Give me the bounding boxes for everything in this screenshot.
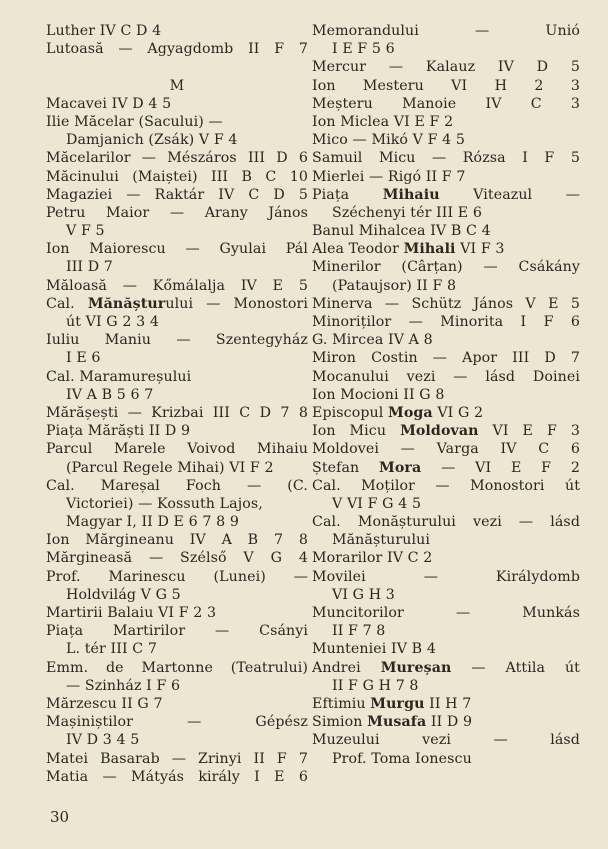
line-text: III D 7 [66,259,113,276]
line-text: Mocanului vezi — lásd Doinei [312,368,580,385]
line-text: Parcul Marele Voivod Mihaiu [46,441,308,458]
street-index-line [46,459,308,477]
left-column [46,22,308,786]
street-index-line [46,368,308,386]
line-text: Eftimiu [312,695,371,712]
street-index-line [46,204,308,222]
street-name-bold: Moga [388,404,433,421]
street-index-line [312,731,580,749]
street-index-line [312,131,580,149]
street-index-line [46,659,308,677]
line-text: IV A B 5 6 7 [66,386,154,403]
line-text: Măcinului (Maiștei) III B C 10 [46,168,308,185]
line-text: Mărgineasă — Szélső V G 4 [46,550,308,567]
line-text: VI G H 3 [332,586,395,603]
line-text: Ion Mesteru VI H 2 3 [312,77,580,94]
street-index-line [46,404,308,422]
street-index-line [46,513,308,531]
line-text: Alea Teodor [312,241,404,258]
line-text: Ion Micu [312,423,401,440]
right-column [312,22,580,768]
street-index-line [312,677,580,695]
line-text: Movilei — Királydomb [312,568,580,585]
line-text: M [169,77,185,94]
street-index-line [312,404,580,422]
street-index-line [46,313,308,331]
street-index-line [312,186,580,204]
street-index-line [46,22,308,40]
line-text: Ion Maiorescu — Gyulai Pál [46,241,308,258]
street-index-line [46,168,308,186]
section-letter [46,77,308,95]
line-text: Matia — Mátyás király I E 6 [46,768,308,785]
street-index-line [312,440,580,458]
street-index-line [46,495,308,513]
line-text: (Parcul Regele Mihai) VI F 2 [66,459,274,476]
street-index-line [46,549,308,567]
line-text: Mărășești — Krizbai III C D 7 8 [46,404,308,421]
street-index-line [46,422,308,440]
street-index-line [46,477,308,495]
street-index-line [46,186,308,204]
street-index-line [312,349,580,367]
street-index-line [312,22,580,40]
street-index-line [312,368,580,386]
line-text: I E 6 [66,350,101,367]
street-index-line [312,258,580,276]
line-text: Victoriei) — Kossuth Lajos, [66,495,263,512]
line-text: V VI F G 4 5 [332,495,422,512]
line-text: Lutoasă — Agyagdomb II F 7 [46,41,308,58]
street-name-bold: Mihali [403,241,456,258]
street-index-line [46,531,308,549]
line-text: út VI G 2 3 4 [66,314,159,330]
street-index-line [46,713,308,731]
street-index-line [46,386,308,404]
line-text: II F 7 8 [332,623,386,640]
street-index-line [312,149,580,167]
street-index-line [46,40,308,58]
street-index-line [46,131,308,149]
line-text: Meșteru Manoie IV C 3 [312,95,580,112]
line-text: — VI E F 2 [421,459,580,476]
line-text: Andrei [312,659,381,676]
street-index-line [312,622,580,640]
line-text: II H 7 [424,695,472,712]
street-index-line [312,204,580,222]
street-index-line [46,768,308,786]
street-index-line [312,331,580,349]
line-text: II D 9 [426,714,473,731]
street-index-line [312,513,580,531]
line-text: Magaziei — Raktár IV C D 5 [46,186,308,203]
line-text: Iuliu Maniu — Szentegyház [46,332,308,349]
line-text: Ștefan [312,459,380,476]
street-index-line [46,349,308,367]
street-index-line [312,477,580,495]
street-index-line [312,713,580,731]
line-text: Măloasă — Kőmálalja IV E 5 [46,277,308,294]
street-index-line [312,568,580,586]
line-text: Széchenyi tér III E 6 [332,204,482,221]
line-text: Emm. de Martonne (Teatrului) [46,659,308,676]
line-text: — Attila út [451,659,580,676]
street-index-line [312,168,580,186]
street-index-line [312,640,580,658]
street-index-line [312,695,580,713]
line-text: Episcopul [312,404,389,421]
street-index-line [46,258,308,276]
street-name-bold: Moldovan [400,423,479,440]
street-index-line [46,750,308,768]
street-index-line [46,695,308,713]
street-index-line [46,95,308,113]
street-index-line [312,40,580,58]
street-index-line [46,277,308,295]
line-text: Simion [312,714,368,731]
line-text: L. tér III C 7 [66,641,157,658]
street-name-bold: Mihaiu [382,186,440,203]
street-name-bold: Mureșan [380,659,452,676]
line-text: Minerilor (Cârțan) — Csákány [312,259,580,276]
line-text: Minoriților — Minorita I F 6 [312,314,580,330]
line-text: Cal. Moților — Monostori út [312,477,580,494]
line-text: Viteazul — [439,186,580,203]
line-text: Ion Miclea VI E F 2 [312,113,454,130]
line-text: Mercur — Kalauz IV D 5 [312,59,580,76]
street-index-line [312,531,580,549]
line-text: G. Mircea IV A 8 [312,332,433,349]
line-text: Piața [312,186,383,203]
line-text: Ilie Măcelar (Sacului) — [46,113,223,130]
line-text: Holdvilág V G 5 [66,586,181,603]
line-text: VI G 2 [432,404,484,421]
street-name-bold: Murgu [370,695,425,712]
line-text: Matei Basarab — Zrinyi II F 7 [46,750,308,767]
line-text: Cal. Mareșal Foch — (C. [46,477,308,494]
street-index-line [46,604,308,622]
line-text: VI E F 3 [478,423,580,440]
page-number: 30 [50,808,70,826]
street-index-line [46,568,308,586]
line-text: Cal. Maramureșului [46,368,192,385]
street-index-line [46,440,308,458]
street-index-line [312,604,580,622]
street-index-line [312,313,580,331]
line-text: Cal. Monășturului vezi — lásd [312,514,580,531]
street-index-line [46,295,308,313]
street-index-line [312,386,580,404]
line-text: — Szinház I F 6 [66,677,181,694]
line-text: Morarilor IV C 2 [312,550,433,567]
line-text: Magyar I, II D E 6 7 8 9 [66,514,239,531]
line-text: Damjanich (Zsák) V F 4 [66,132,238,149]
line-text: Miron Costin — Apor III D 7 [312,350,580,367]
street-index-line [46,731,308,749]
line-text: Mierlei — Rigó II F 7 [312,168,466,185]
street-index-line [312,113,580,131]
street-index-line [312,586,580,604]
line-text: II F G H 7 8 [332,677,419,694]
street-index-line [312,495,580,513]
line-text: Muzeului vezi — lásd [312,732,580,749]
street-index-line [46,149,308,167]
line-text: Minerva — Schütz János V E 5 [312,295,580,312]
line-text: Memorandului — Unió [312,23,580,39]
street-index-line [312,659,580,677]
street-index-line [46,677,308,695]
line-text: V F 5 [66,223,105,240]
line-text: I E F 5 6 [332,41,395,58]
line-text: Luther IV C D 4 [46,23,162,39]
street-index-line [312,222,580,240]
line-text: Prof. Marinescu (Lunei) — [46,568,308,585]
street-index-line [46,640,308,658]
section-spacer [46,58,308,76]
street-index-line [312,549,580,567]
line-text: Cal. [46,295,88,312]
line-text: Măcelarilor — Mészáros III D 6 [46,150,308,167]
line-text: Moldovei — Varga IV C 6 [312,441,580,458]
street-index-line [312,58,580,76]
street-index-line [312,77,580,95]
line-text: Prof. Toma Ionescu [332,750,472,767]
line-text: Ion Mărgineanu IV A B 7 8 [46,532,308,549]
line-text: Mănășturului [332,532,431,549]
street-name-bold: Mănăștur [87,295,166,312]
line-text: VI F 3 [455,241,505,258]
street-index-line [312,750,580,768]
line-text: Martirii Balaiu VI F 2 3 [46,605,217,621]
line-text: (Pataujsor) II F 8 [332,277,457,294]
street-index-line [46,222,308,240]
street-index-line [46,586,308,604]
street-index-line [46,240,308,258]
street-index-line [46,622,308,640]
line-text: ului — Monostori [165,295,308,312]
line-text: Banul Mihalcea IV B C 4 [312,223,491,240]
street-index-line [312,422,580,440]
street-index-line [312,240,580,258]
line-text: Macavei IV D 4 5 [46,95,172,112]
street-index-line [46,113,308,131]
line-text: Ion Mocioni II G 8 [312,386,445,403]
line-text: Petru Maior — Arany János [46,204,308,221]
line-text: Mico — Mikó V F 4 5 [312,132,466,149]
line-text: Piața Mărăști II D 9 [46,423,191,440]
line-text: Piața Martirilor — Csányi [46,623,308,640]
line-text: Mărzescu II G 7 [46,695,163,712]
street-index-line [46,331,308,349]
street-name-bold: Mora [379,459,422,476]
line-text: Munteniei IV B 4 [312,641,436,658]
street-index-line [312,459,580,477]
line-text: Samuil Micu — Rózsa I F 5 [312,150,580,167]
line-text: Muncitorilor — Munkás [312,605,580,621]
street-name-bold: Musafa [367,714,427,731]
street-index-line [312,277,580,295]
line-text: Mașiniștilor — Gépész [46,714,308,731]
line-text: IV D 3 4 5 [66,732,140,749]
street-index-line [312,295,580,313]
street-index-line [312,95,580,113]
